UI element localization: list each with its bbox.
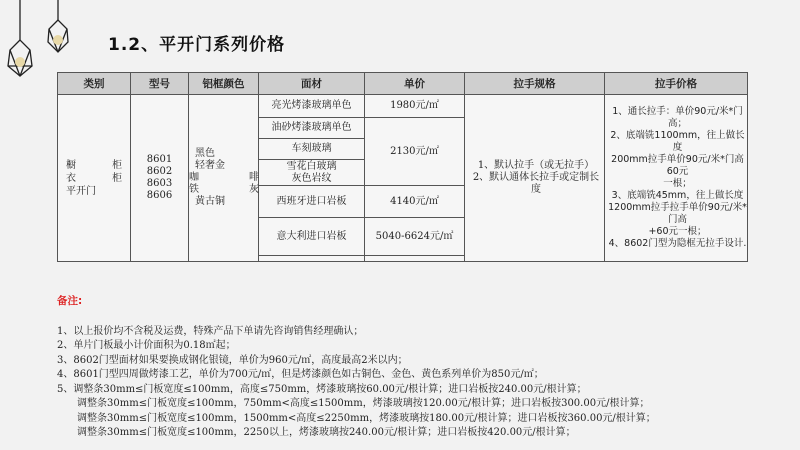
handle-price-line: 1、通长拉手：单价90元/米*门高；: [612, 106, 743, 129]
color-label: 轻奢金: [195, 160, 225, 171]
empty-cell: [259, 256, 365, 262]
price-4140: 4140元/㎡: [365, 186, 465, 218]
model-8601: 8601: [146, 154, 173, 165]
bulb-icon: [15, 57, 25, 67]
material-snow-white-glass: [259, 160, 365, 186]
notes-section: [57, 294, 656, 441]
model-8606: 8606: [146, 190, 173, 201]
handle-price-line: 3、底端铣45mm，往上做长度: [611, 190, 744, 201]
note-line-1: 1、以上报价均不含税及运费，特殊产品下单请先咨询销售经理确认；: [57, 325, 364, 337]
header-unit-price: 单价: [365, 73, 465, 95]
header-model: 型号: [131, 73, 189, 95]
handle-price-line: 2、底端铣1100mm，往上做长度: [610, 130, 745, 153]
color-label: 咖: [189, 172, 199, 183]
note-subline: 调整条30mm≤门板宽度≤100mm，1500mm<高度≤2250mm，烤漆玻璃按180.00元/根计算；进口岩板按360.00元/根计算；: [77, 412, 656, 424]
material-spanish-slate: 西班牙进口岩板: [259, 186, 365, 218]
header-handle-spec: 拉手规格: [465, 73, 605, 95]
color-label: 黄古铜: [195, 196, 225, 207]
category-text: 柜: [112, 172, 122, 184]
material-sand-paint-glass: 油砂烤漆玻璃单色: [259, 118, 365, 139]
header-frame-color: 铝框颜色: [189, 73, 259, 95]
category-cell: [58, 95, 131, 262]
handle-price-line: 4、8602门型为隐框无拉手设计.: [608, 238, 747, 249]
handle-spec-line: 1、默认拉手（或无拉手）: [477, 160, 595, 171]
material-line: 雪花白玻璃: [286, 160, 337, 172]
price-table: [57, 72, 748, 262]
category-text: 橱: [66, 159, 76, 171]
handle-price-line: 1200mm拉手拉手单价90元/米*门高: [608, 202, 747, 225]
color-label: 灰: [249, 184, 259, 195]
page-title: 1.2、平开门系列价格: [108, 35, 286, 55]
header-material: 面材: [259, 73, 365, 95]
bulb-icon: [53, 35, 63, 45]
header-handle-price: 拉手价格: [605, 73, 748, 95]
header-category: 类别: [58, 73, 131, 95]
handle-price-line: 一根；: [663, 178, 692, 189]
table-header-row: [58, 73, 748, 95]
note-line-2: 2、单片门板最小计价面积为0.18㎡起；: [57, 340, 236, 351]
handle-price-cell: [605, 95, 748, 262]
material-line: 灰色岩纹: [291, 172, 332, 184]
note-line-3: 3、8602门型面材如果要换成钢化银镜，单价为960元/㎡，高度最高2米以内；: [57, 354, 408, 366]
handle-spec-cell: [465, 95, 605, 262]
note-line-5: 5、调整条30mm≤门板宽度≤100mm，高度≤750mm，烤漆玻璃按60.00元/根计算；进口岩板按240.00元/根计算；: [57, 383, 587, 395]
handle-spec-line: 2、默认通体长拉手或定制长度: [472, 172, 600, 195]
note-subline: 调整条30mm≤门板宽度≤100mm，2250以上，烤漆玻璃按240.00元/根计算；进口岩板按420.00元/根计算；: [77, 427, 576, 438]
material-engraved-glass: 车刻玻璃: [259, 139, 365, 160]
note-subline: 调整条30mm≤门板宽度≤100mm，750mm<高度≤1500mm，烤漆玻璃按120.00元/根计算；进口岩板按300.00元/根计算；: [77, 398, 650, 409]
handle-price-line: 200mm拉手单价90元/米*门高60元: [611, 154, 744, 177]
notes-title: 备注:: [57, 295, 83, 307]
models-cell: [131, 95, 189, 262]
model-8603: 8603: [146, 178, 173, 189]
price-5040-6624: 5040-6624元/㎡: [365, 218, 465, 256]
frame-colors-cell: [189, 95, 259, 262]
color-label: 铁: [189, 184, 199, 195]
category-text: 柜: [112, 159, 122, 171]
handle-price-line: +60元一根；: [648, 226, 707, 237]
price-1980: 1980元/㎡: [365, 95, 465, 118]
material-glossy-paint-glass: 亮光烤漆玻璃单色: [259, 95, 365, 118]
material-italian-slate: 意大利进口岩板: [259, 218, 365, 256]
color-label: 啡: [249, 172, 259, 183]
model-8602: 8602: [146, 166, 173, 177]
note-line-4: 4、8601门型四周做烤漆工艺，单价为700元/㎡，但是烤漆颜色如古铜色、金色、黄色系列单价为850元/㎡；: [57, 369, 544, 380]
category-text: 平开门: [66, 185, 96, 197]
price-2130: 2130元/㎡: [365, 118, 465, 186]
category-text: 衣: [66, 172, 76, 184]
color-label: 黑色: [195, 148, 215, 159]
empty-cell: [365, 256, 465, 262]
